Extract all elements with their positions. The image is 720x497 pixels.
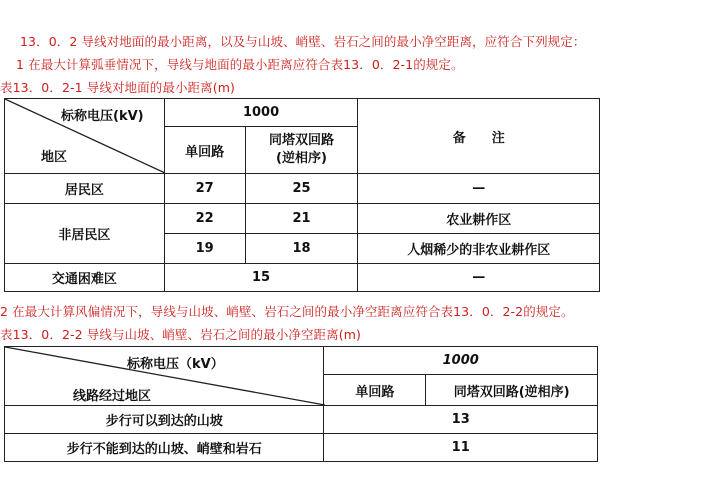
col-note-header: 备 注 [358,99,600,174]
row-area: 步行可以到达的山坡 [5,406,324,434]
clause-heading: 13．0．2 导线对地面的最小距离，以及与山坡、峭壁、岩石之间的最小净空距离，应符合下列规定： [20,34,586,49]
header-voltage-label: 标称电压(kV) [61,109,144,124]
row-single: 27 [164,174,245,204]
row-merged-value: 15 [164,264,358,292]
row-note: — [358,264,600,292]
row-area: 非居民区 [5,204,165,264]
col-single-header: 单回路 [164,127,245,174]
row-area: 居民区 [5,174,165,204]
item-1-text: 1 在最大计算弧垂情况下，导线与地面的最小距离应符合表13．0．2-1的规定。 [16,57,464,72]
row-double: 25 [245,174,358,204]
voltage-value: 1000 [324,347,598,375]
row-value: 13 [324,406,598,434]
row-note: 农业耕作区 [358,204,600,234]
table-2 [4,346,598,462]
row-single: 22 [164,204,245,234]
table2-diagonal-header [5,347,324,406]
table1-caption: 表13．0．2-1 导线对地面的最小距离(m) [0,80,235,95]
header-area-label: 地区 [41,150,68,165]
col-double-header [245,127,358,174]
col-double-line1: 同塔双回路 [268,133,334,149]
row-single: 19 [164,234,245,264]
item-2-text: 2 在最大计算风偏情况下，导线与山坡、峭壁、岩石之间的最小净空距离应符合表13．0．2-2的规定。 [0,304,574,319]
table1-diagonal-header [5,99,165,174]
row-note: 人烟稀少的非农业耕作区 [358,234,600,264]
header-voltage-label: 标称电压（kV） [127,357,224,372]
row-value: 11 [324,434,598,462]
col-double-line2: (逆相序) [276,151,327,167]
col-double-header: 同塔双回路(逆相序) [426,375,598,406]
table-1 [4,98,600,292]
row-area: 交通困难区 [5,264,165,292]
row-note: — [358,174,600,204]
row-area: 步行不能到达的山坡、峭壁和岩石 [5,434,324,462]
row-double: 21 [245,204,358,234]
row-double: 18 [245,234,358,264]
table2-caption: 表13．0．2-2 导线与山坡、峭壁、岩石之间的最小净空距离(m) [0,327,361,342]
col-single-header: 单回路 [324,375,426,406]
voltage-value: 1000 [164,99,358,127]
header-area-label: 线路经过地区 [73,389,152,404]
